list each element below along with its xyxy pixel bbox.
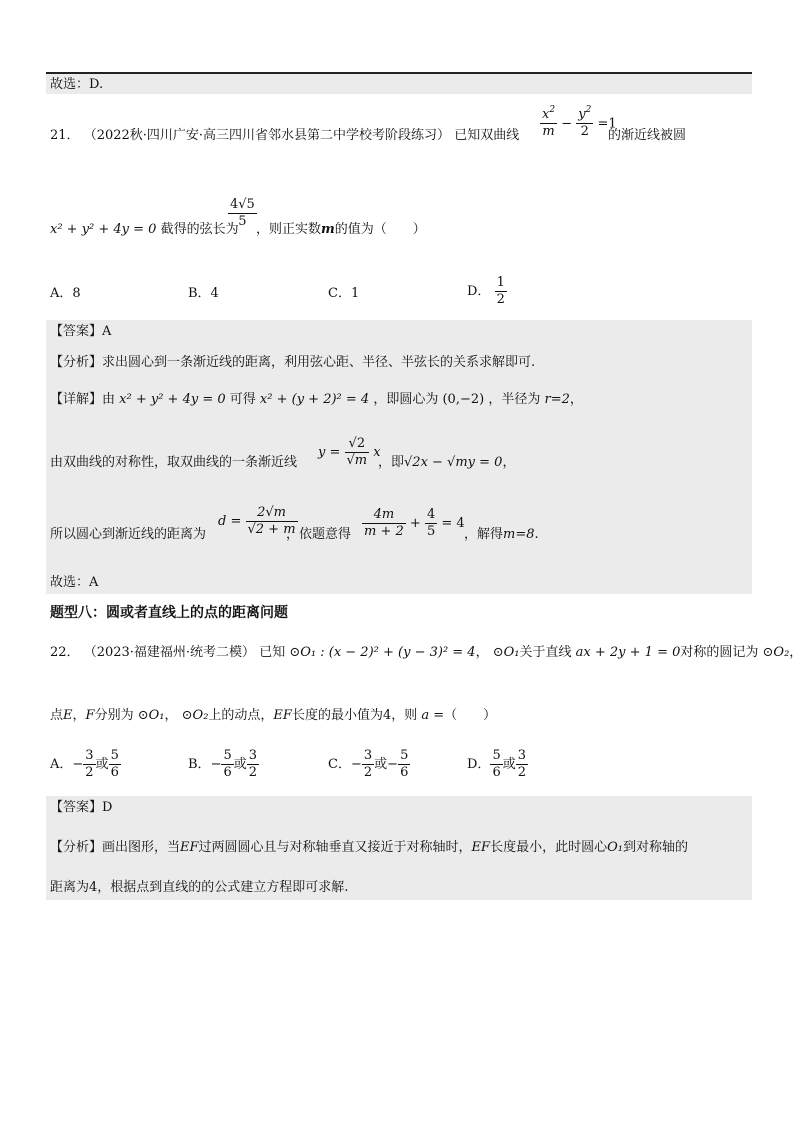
q22-analysis-b: 过两圆圆心且与对称轴垂直又接近于对称轴时， — [198, 840, 472, 855]
q22-o1c: O₁ — [607, 840, 623, 855]
q22-option-a-n2: 5 — [110, 748, 119, 763]
hyperbola-2: 2 — [576, 123, 593, 140]
q22-option-a-or: 或 — [95, 756, 109, 772]
eq-plus: + — [409, 515, 421, 531]
sym-mid: ，即 — [378, 455, 405, 470]
q21-source: （2022秋·四川广安·高三四川省邻水县第二中学校考阶段练习） — [83, 128, 451, 143]
q22-option-a-label: A． — [50, 756, 73, 772]
dist-end: ，解得 — [464, 527, 504, 542]
q22-option-b-sign1: − — [210, 756, 222, 772]
q22-l2g: （ ） — [444, 708, 497, 723]
q22-lead: 已知 — [259, 645, 286, 660]
q21-stem-line2-tail — [256, 222, 426, 238]
detail-end: ， — [569, 392, 583, 407]
q21-option-d-den: 2 — [496, 292, 505, 308]
q21-option-c[interactable]: C．1 — [328, 286, 360, 301]
q22-option-d-d1: 6 — [492, 765, 501, 781]
q22-analysis-line1 — [50, 840, 688, 856]
eq-num2: 4 — [426, 507, 436, 522]
q22-option-b-n1: 5 — [223, 748, 232, 763]
q22-option-c-label: C． — [328, 756, 351, 772]
q22-source: （2023·福建福州·统考二模） — [83, 645, 256, 660]
q22-option-c-sign2: − — [387, 756, 399, 772]
q22-l2f: 长度的最小值为4，则 — [291, 708, 418, 723]
q21-option-d-num: 1 — [496, 275, 505, 290]
q22-analysis-c: 长度最小，此时圆心 — [490, 840, 608, 855]
q22-option-b-n2: 3 — [248, 748, 258, 763]
q22-option-b[interactable] — [188, 748, 259, 782]
q22-o1b: ⊙O₁ — [137, 708, 165, 723]
q22-circle1: ⊙O₁ : (x − 2)² + (y − 3)² = 4 — [289, 645, 476, 660]
q21-lead: 已知双曲线 — [454, 128, 520, 143]
q21-option-d-label: D． — [467, 283, 491, 299]
q21-symmetry-line: 由双曲线的对称性，取双曲线的一条渐近线 — [50, 455, 298, 470]
hyperbola-rhs: =1 — [597, 116, 617, 132]
q22-option-d-label: D． — [467, 756, 491, 772]
q21-tail: ，则正实数 — [256, 222, 322, 237]
asym-x: x — [373, 444, 381, 460]
q22-option-a-d1: 2 — [85, 765, 94, 781]
q21-answer: 【答案】A — [50, 324, 112, 339]
q21-stem-line2 — [50, 222, 239, 238]
detail-radius: r=2 — [544, 392, 570, 407]
q22-option-d-or: 或 — [502, 756, 516, 772]
q22-line-eq: ax + 2y + 1 = 0 — [575, 645, 681, 660]
detail-mid3: ，半径为 — [488, 392, 541, 407]
q22-stem-line1 — [50, 645, 802, 661]
q22-option-c-d2: 6 — [400, 765, 409, 781]
q22-ef2: EF — [180, 840, 199, 855]
q22-ef3: EF — [471, 840, 491, 855]
q22-option-c-sign1: − — [350, 756, 362, 772]
q21-condition: ，依题意得 — [286, 527, 352, 542]
q21-stem-line1 — [50, 128, 519, 144]
q21-circle-eq: x² + y² + 4y = 0 — [50, 222, 157, 237]
section-title: 题型八：圆或者直线上的点的距离问题 — [50, 605, 288, 621]
q22-analysis-line2: 距离为4，根据点到直线的的公式建立方程即可求解. — [50, 880, 349, 895]
q22-option-b-d1: 6 — [223, 765, 232, 781]
q22-option-a-d2: 6 — [110, 765, 119, 781]
asym-den: √m — [346, 453, 368, 469]
q21-chord-text: 截得的弦长为 — [160, 222, 239, 237]
q22-option-c-n2: 5 — [400, 748, 409, 763]
q22-end1: ， — [789, 645, 802, 660]
q22-analysis-d: 到对称轴的 — [622, 840, 688, 855]
asym-num: √2 — [348, 436, 366, 451]
q22-option-b-or: 或 — [233, 756, 247, 772]
q21-option-d[interactable] — [467, 275, 507, 309]
q21-distance-text: 所以圆心到渐近线的距离为 — [50, 527, 207, 542]
result: m=8 — [503, 527, 535, 542]
q22-about: 关于直线 — [519, 645, 572, 660]
eq-rhs: = 4 — [441, 515, 465, 531]
detail-mid2: ，即圆心为 — [373, 392, 439, 407]
q22-option-a-n1: 3 — [85, 748, 94, 763]
q22-o2: ⊙O₂ — [762, 645, 790, 660]
q21-option-a[interactable]: A．8 — [50, 286, 81, 301]
q22-option-d-n2: 3 — [517, 748, 527, 763]
q22-option-b-d2: 2 — [248, 765, 258, 781]
q22-analysis-a: 【分析】画出图形，当 — [50, 840, 181, 855]
chord-num: 4√5 — [230, 197, 255, 212]
q21-tail2: 的值为（ ） — [334, 222, 426, 237]
q22-l2d: ， — [164, 708, 178, 723]
q22-option-d[interactable] — [467, 748, 528, 782]
asym-std: √2x − √my = 0 — [404, 455, 503, 470]
q21-detail-line — [50, 392, 583, 408]
q21-equation — [362, 507, 465, 541]
q21-asymptote — [318, 436, 381, 470]
q22-sym-named: 对称的圆记为 — [680, 645, 759, 660]
q21-hyperbola-eq: $\frac{x^2}{m}$ − $\frac{y^2}{2}$ =1 — [542, 105, 617, 140]
q22-l2e: 上的动点， — [208, 708, 274, 723]
q22-option-c[interactable] — [328, 748, 410, 782]
q22-ef: EF — [273, 708, 292, 723]
sym-end: ， — [502, 455, 516, 470]
q22-a-eq: a = — [421, 708, 445, 723]
q21-result — [464, 527, 539, 543]
eq-num1: 4m — [373, 507, 395, 522]
hyperbola-m: m — [540, 123, 557, 140]
q21-final: 故选：A — [50, 575, 99, 590]
detail-center: (0,−2) — [442, 392, 485, 407]
detail-eq2: x² + (y + 2)² = 4 — [259, 392, 370, 407]
q21-analysis: 【分析】求出圆心到一条渐近线的距离，利用弦心距、半径、半弦长的关系求解即可. — [50, 355, 536, 370]
q22-option-c-n1: 3 — [363, 748, 373, 763]
detail-mid1: 可得 — [229, 392, 256, 407]
q21-var-m: m — [321, 222, 335, 237]
q22-option-d-n1: 5 — [492, 748, 501, 763]
q22-option-c-or: 或 — [374, 756, 388, 772]
q22-o2b: ⊙O₂ — [181, 708, 209, 723]
eq-den1: m + 2 — [364, 524, 404, 540]
dist-lhs: d = — [218, 513, 242, 529]
chord-den: 5 — [228, 213, 257, 230]
q22-point-f: F — [85, 708, 95, 723]
q22-comma: ， — [475, 645, 489, 660]
q22-number: 22． — [50, 645, 80, 660]
prev-answer-line: 故选：D. — [50, 77, 104, 92]
hyperbola-x: x — [542, 107, 550, 122]
detail-eq1: x² + y² + 4y = 0 — [119, 392, 226, 407]
q22-option-a[interactable] — [50, 748, 121, 782]
asym-lhs: y = — [318, 444, 341, 460]
q21-asym-std — [378, 455, 515, 471]
eq-den2: 5 — [426, 524, 436, 540]
q22-option-d-d2: 2 — [517, 765, 527, 781]
q21-after-curve: 的渐近线被圆 — [608, 128, 687, 143]
q21-option-b[interactable]: B．4 — [188, 286, 219, 301]
q22-answer: 【答案】D — [50, 800, 113, 815]
q22-stem-line2 — [50, 708, 496, 724]
q22-o1: ⊙O₁ — [492, 645, 520, 660]
q22-l2b: ， — [72, 708, 86, 723]
q22-l2a: 点 — [50, 708, 64, 723]
q22-option-a-sign1: − — [72, 756, 84, 772]
q21-chord-length — [228, 197, 257, 231]
q22-option-c-d1: 2 — [363, 765, 373, 781]
hyperbola-y: y — [578, 107, 586, 122]
detail-label: 【详解】由 — [50, 392, 116, 407]
q21-number: 21． — [50, 128, 80, 143]
q22-l2c: 分别为 — [94, 708, 134, 723]
q22-point-e: E — [63, 708, 73, 723]
prev-answer-block — [46, 74, 752, 94]
dist-den: √2 + m — [247, 522, 296, 538]
dist-num: 2√m — [257, 505, 286, 520]
q22-option-b-label: B． — [188, 756, 211, 772]
result-end: . — [534, 527, 539, 542]
